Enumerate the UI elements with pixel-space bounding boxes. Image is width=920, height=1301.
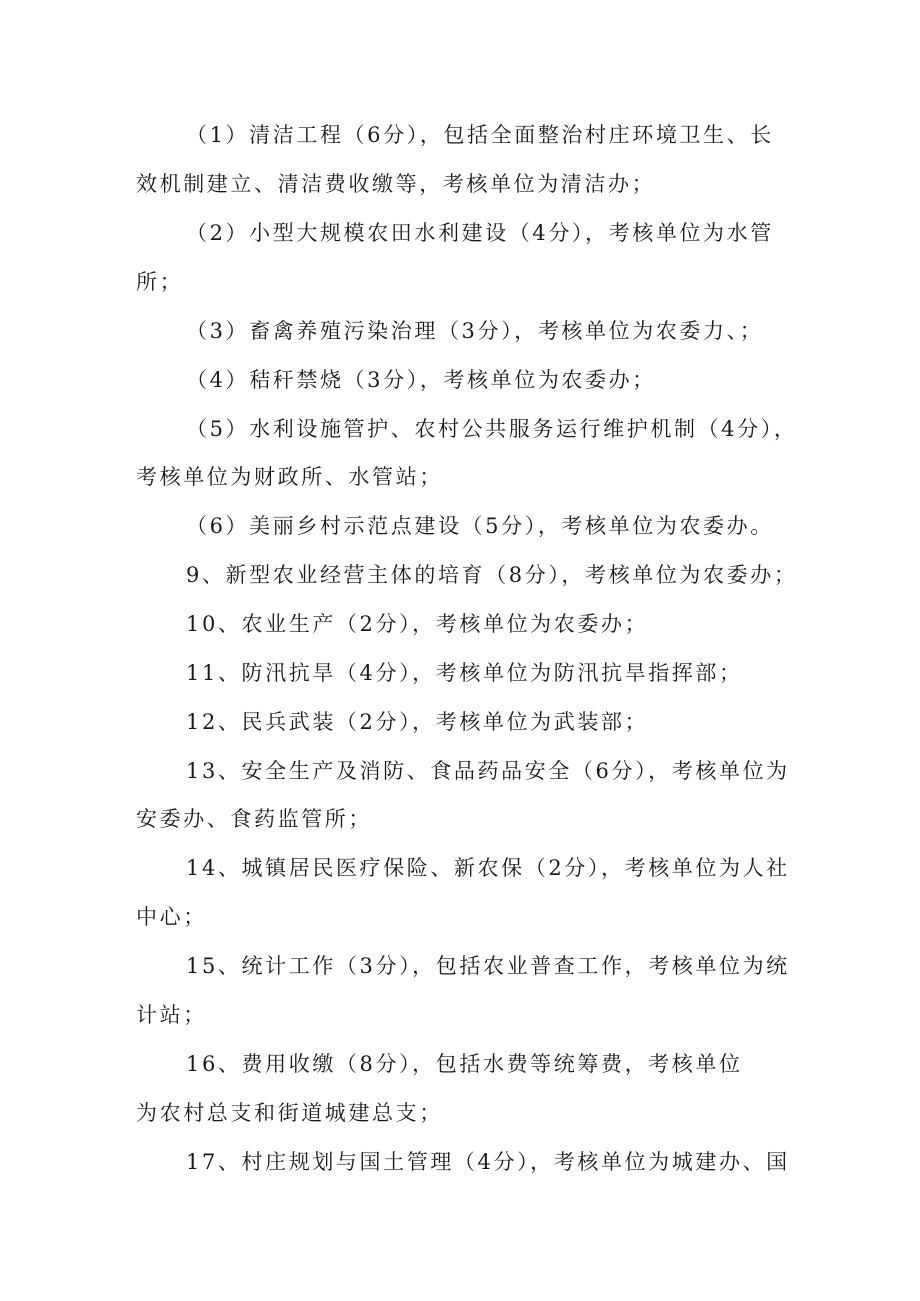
item-2-line-1: （2）小型大规模农田水利建设（4分），考核单位为水管 [186, 221, 774, 245]
item-5-line-1: （5）水利设施管护、农村公共服务运行维护机制（4分）， [186, 417, 798, 441]
section-17-line-1: 17、村庄规划与国土管理（4分），考核单位为城建办、国 [186, 1150, 790, 1174]
section-16-line-2: 为农村总支和街道城建总支； [136, 1101, 443, 1125]
section-16-line-1: 16、费用收缴（8分），包括水费等统筹费，考核单位 [186, 1052, 743, 1076]
item-4-line: （4）秸秆禁烧（3分），考核单位为农委办； [186, 368, 656, 392]
item-6-line: （6）美丽乡村示范点建设（5分），考核单位为农委办。 [186, 514, 774, 538]
section-10-line: 10、农业生产（2分），考核单位为农委办； [186, 612, 649, 636]
section-11-line: 11、防汛抗旱（4分），考核单位为防汛抗旱指挥部； [186, 661, 743, 685]
item-3-line: （3）畜禽养殖污染治理（3分），考核单位为农委力、； [186, 319, 764, 343]
section-15-line-2: 计站； [136, 1003, 207, 1027]
item-1-line-1: （1）清洁工程（6分），包括全面整治村庄环境卫生、长 [186, 123, 774, 147]
section-13-line-2: 安委办、食药监管所； [136, 807, 372, 831]
item-5-line-2: 考核单位为财政所、水管站； [136, 465, 443, 489]
section-14-line-1: 14、城镇居民医疗保险、新农保（2分），考核单位为人社 [186, 856, 790, 880]
section-14-line-2: 中心； [136, 905, 207, 929]
item-1-line-2: 效机制建立、清洁费收缴等，考核单位为清洁办； [136, 172, 656, 196]
section-9-line: 9、新型农业经营主体的培育（8分），考核单位为农委办； [186, 563, 798, 587]
section-12-line: 12、民兵武装（2分），考核单位为武装部； [186, 710, 649, 734]
item-2-line-2: 所； [136, 270, 184, 294]
section-15-line-1: 15、统计工作（3分），包括农业普查工作，考核单位为统 [186, 954, 790, 978]
section-13-line-1: 13、安全生产及消防、食品药品安全（6分），考核单位为 [186, 759, 790, 783]
